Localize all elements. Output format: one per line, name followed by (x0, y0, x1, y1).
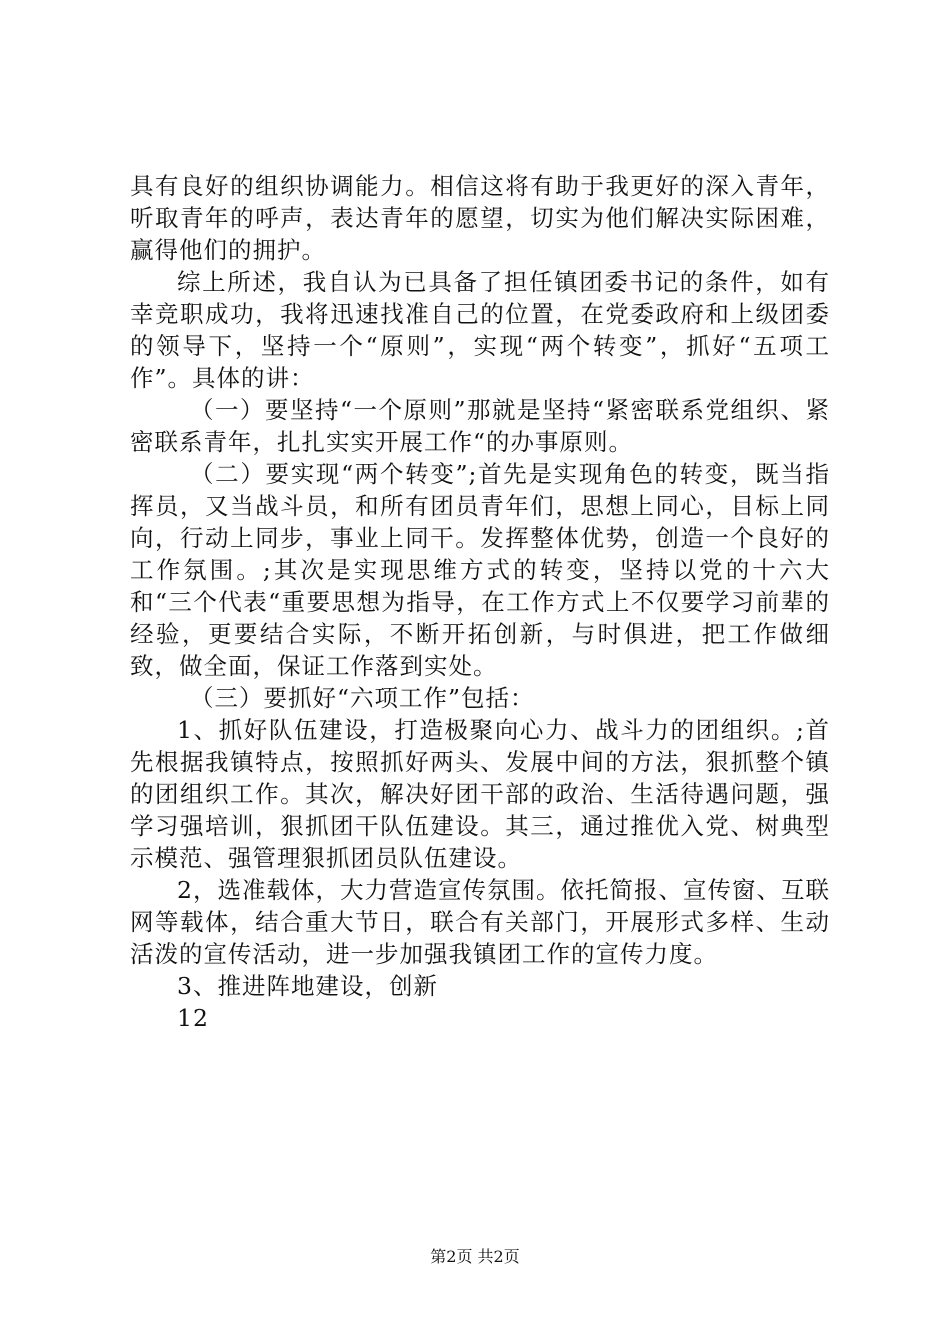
paragraph-transformations: （二）要实现“两个转变”;首先是实现角色的转变，既当指挥员，又当战斗员，和所有团员青年们，思想上同心，目标上同向，行动上同步，事业上同干。发挥整体优势，创造一个良好的工作氛围。;其次是实现思维方式的转变，坚持以党的十六大和“三个代表“重要思想为指导，在工作方式上不仅要学习前辈的经验，更要结合实际，不断开拓创新，与时俱进，把工作做细致，做全面，保证工作落到实处。 (130, 460, 830, 680)
paragraph-continuation: 具有良好的组织协调能力。相信这将有助于我更好的深入青年，听取青年的呼声，表达青年的愿望，切实为他们解决实际困难，赢得他们的拥护。 (130, 172, 830, 264)
paragraph-principle: （一）要坚持“一个原则”那就是坚持“紧密联系党组织、紧密联系青年，扎扎实实开展工作“的办事原则。 (130, 396, 830, 456)
page-indicator: 第2页 共2页 (430, 1247, 520, 1266)
paragraph-trailing-number: 12 (177, 1004, 209, 1032)
paragraph-summary: 综上所述，我自认为已具备了担任镇团委书记的条件，如有幸竞职成功，我将迅速找准自己的位置，在党委政府和上级团委的领导下，坚持一个“原则”，实现“两个转变”，抓好“五项工作”。具体的讲： (130, 268, 830, 392)
paragraph-task-2: 2，选准载体，大力营造宣传氛围。依托简报、宣传窗、互联网等载体，结合重大节日，联合有关部门，开展形式多样、生动活泼的宣传活动，进一步加强我镇团工作的宣传力度。 (130, 876, 830, 968)
paragraph-task-3: 3、推进阵地建设，创新 (177, 972, 438, 1000)
paragraph-task-1: 1、抓好队伍建设，打造极聚向心力、战斗力的团组织。;首先根据我镇特点，按照抓好两头、发展中间的方法，狠抓整个镇的团组织工作。其次，解决好团干部的政治、生活待遇问题，强学习强培训，狠抓团干队伍建设。其三，通过推优入党、树典型示模范、强管理狠抓团员队伍建设。 (130, 716, 830, 872)
document-body (130, 170, 830, 1034)
paragraph-six-tasks-heading: （三）要抓好“六项工作”包括： (190, 684, 535, 712)
